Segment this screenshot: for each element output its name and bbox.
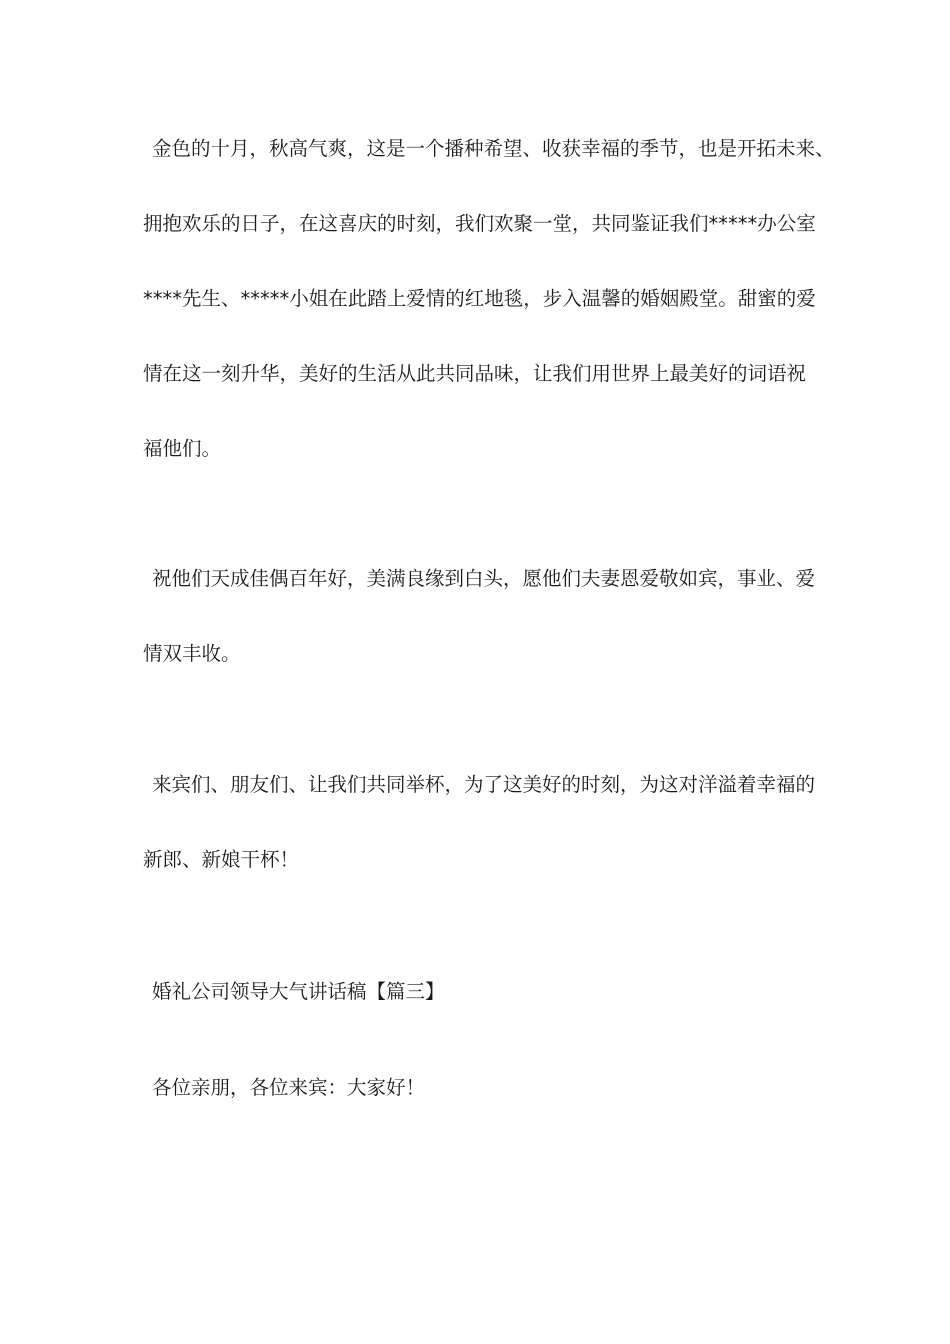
paragraph-2-line-2: 情双丰收。 — [143, 642, 241, 665]
paragraph-3-line-1: 来宾们、朋友们、让我们共同举杯，为了这美好的时刻，为这对洋溢着幸福的 — [152, 773, 816, 796]
greeting-line: 各位亲朋，各位来宾：大家好！ — [152, 1076, 426, 1099]
paragraph-1-line-3: ****先生、*****小姐在此踏上爱情的红地毯，步入温馨的婚姻殿堂。甜蜜的爱 — [143, 287, 816, 310]
paragraph-1-line-4: 情在这一刻升华，美好的生活从此共同品味，让我们用世界上最美好的词语祝 — [143, 362, 807, 385]
paragraph-1-line-5: 福他们。 — [143, 437, 222, 460]
paragraph-2-line-1: 祝他们天成佳偶百年好，美满良缘到白头，愿他们夫妻恩爱敬如宾，事业、爱 — [152, 567, 816, 590]
paragraph-3-line-2: 新郎、新娘干杯！ — [143, 848, 300, 871]
paragraph-1-line-1: 金色的十月，秋高气爽，这是一个播种希望、收获幸福的季节，也是开拓未来、 — [152, 137, 835, 160]
section-heading: 婚礼公司领导大气讲话稿【篇三】 — [152, 980, 445, 1003]
paragraph-1-line-2: 拥抱欢乐的日子，在这喜庆的时刻，我们欢聚一堂，共同鉴证我们*****办公室 — [143, 212, 816, 235]
